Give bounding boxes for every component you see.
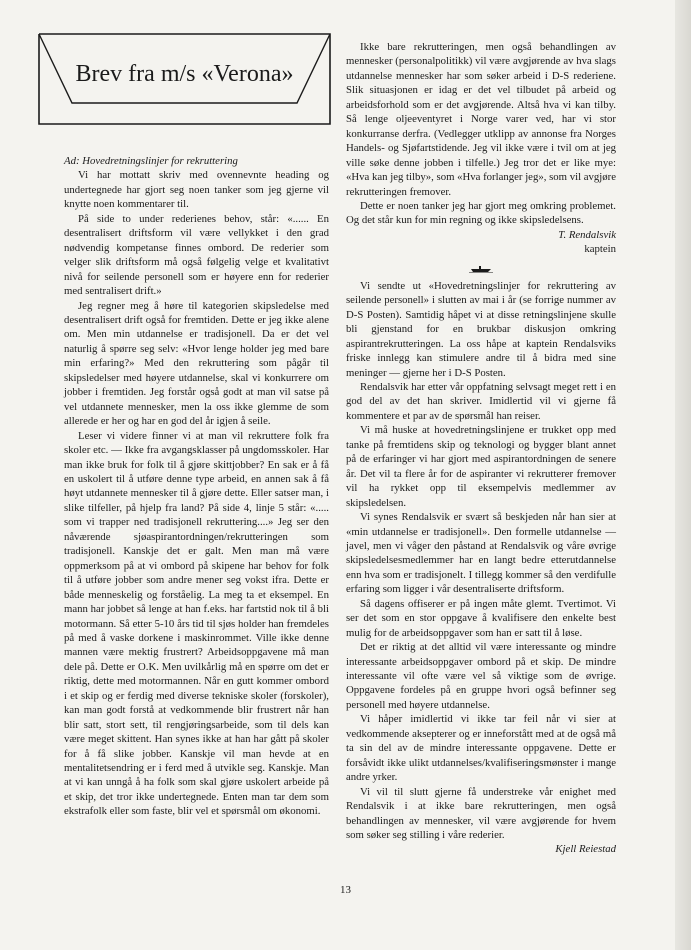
left-column bbox=[64, 154, 329, 819]
signature-editor: Kjell Reiestad bbox=[555, 843, 616, 856]
paragraph: Vi vil til slutt gjerne få understreke vår enighet med Rendalsvik i at ikke bare rekrutteringen, men også behandlingen av mennesker, vil være avgjørende for hvem som søker seg stilling i våre rederier. bbox=[346, 785, 616, 842]
paragraph: Vi må huske at hovedretningslinjene er trukket opp med tanke på fremtidens skip og teknologi og bygger blant annet på de erfaringer vi har gjort med aspirantordningen de senere år. Det vil ta flere år for de aspiranter vi rekrutterer fremover vil ha rykket opp til eksempelvis medlemmer av skipsledelsen. bbox=[346, 424, 616, 509]
paragraph: Leser vi videre finner vi at man vil rekruttere folk fra skoler etc. — Ikke fra avgangsklasser på ungdomsskoler. Har man ikke bruk for folk til å gjøre skittjobber? En sak er å få en uskolert til å utføre denne type arbeid, en annen sak å få høyt utdannete mennesker til å gjøre dette. Eller satser man, i slike tilfeller, på hjelp fra land? På side 4, linje 5 står: «..... som vi trapper ned tradisjonell rekruttering....» Jeg ser den nåværende sjøaspirantordningen/rekrutteringen som tradisjonell. Kanskje det er galt. Men man må være oppmerksom på at vi ombord på skipene har behov for folk til å utføre jobber som andre mener seg vokst ifra. Dette er både menneskelig og forståelig. La meg ta et eksempel. En mann har jobbet så lenge at han f.eks. har fartstid nok til å bli motormann. Så etter 5-10 års tid til sjøs holder han fremdeles på med å vaske dorkene i maskinrommet. Ville ikke denne mannen være mektig frustrert? Arbeidsoppgavene må man dele på. Dette er O.K. Men uvilkårlig må en spørre om det er riktig, dette med motormannen. Når en gutt kommer ombord i et skip og er ferdig med diverse tekniske skoler (forskoler), kan man godt forstå at vedkommende blir frustrert når han blir satt, stort sett, til rengjøringsarbeide, som til dels kan være meget skittent. Han synes ikke at han har gått på skoler for å få slike jobber. Kanskje vil man hevde at en mentalitetsendring er i ferd med å utvikle seg. Kanskje. Man at vi kan unngå å ha folk som skal gjøre uskolert arbeide på et skip, det tror ikke undertegnede. Enten man tar dem som ekstrafolk eller som faste, blir vel et spørsmål om økonomi. bbox=[64, 429, 329, 818]
ship-icon bbox=[469, 265, 493, 273]
title-banner bbox=[38, 33, 331, 125]
letter-heading: Ad: Hovedretningslinjer for rekruttering bbox=[64, 155, 238, 167]
paragraph: Vi sendte ut «Hovedretningslinjer for rekruttering av seilende personell» i slutten av mai i år (se forrige nummer av D-S Posten). Samtidig håpet vi at disse retningslinjene skulle bli gjenstand for en brukbar diskusjon omkring aspirantrekrutteringen. La oss håpe at kaptein Rendalsviks friske innlegg kan stimulere andre til å bidra med sine meninger — gjerne her i D-S Posten. bbox=[346, 279, 616, 379]
paragraph: Jeg regner meg å høre til kategorien skipsledelse med desentralisert drift også for fremtiden. Dette er jeg ikke alene om. Men min utdannelse er tradisjonell. Da er det vel naturlig å spørre seg selv: «Hvor lenge holder jeg med bare min erfaring?» Med den rekruttering som pågår til skipsledelser med høyere utdannelse, skal vi konkurrere om jobber i fremtiden. Jeg forstår også godt at man vil satse på vel utdannete mennesker, men la oss ikke glemme de som allerede er her og har en god del år igjen å seile. bbox=[64, 299, 329, 428]
paragraph: På side to under rederienes behov, står: «...... En desentralisert driftsform vil være vellykket i den grad nødvendig kompetanse finnes ombord. De rederier som velger slik driftsform må også følgelig velge et kvalitativt nivå for seilende personell som er høyere enn for rederier med sentralisert drift.» bbox=[64, 212, 329, 298]
signature-author: T. Rendalsvik bbox=[558, 228, 616, 241]
paragraph: Det er riktig at det alltid vil være interessante og mindre interessante arbeidsoppgaver ombord på et skip. De mindre interessante vil ofte være vel så viktige som de øvrige. Oppgavene fordeles på en gruppe hvori også befinner seg personell med høyere utdannelse. bbox=[346, 641, 616, 711]
paragraph: Dette er noen tanker jeg har gjort meg omkring problemet. Og det står kun for min regning og ikke skipsledelsens. bbox=[346, 199, 616, 227]
paragraph: Vi har mottatt skriv med ovennevnte heading og undertegnede har gjort seg noen tanker som jeg gjerne vil knytte noen kommentarer til. bbox=[64, 169, 329, 211]
paragraph: Så dagens offiserer er på ingen måte glemt. Tvertimot. Vi ser det som en stor oppgave å kvalifisere den enkelte best mulig for de arbeidsoppgaver som han er satt til å løse. bbox=[346, 597, 616, 639]
paragraph: Ikke bare rekrutteringen, men også behandlingen av mennesker (personalpolitikk) vil være avgjørende av hva slags utdannelse mennesker har som søker arbeid i D-S rederiene. Slik situasjonen er idag er det vel tilbudet på arbeid og arbeidsforhold som er det avgjørende. Altså hva vi kan tilby. Så lenge oljeeventyret i Norge varer ved, har vi stor konkurranse derfra. (Vedlegger utklipp av annonse fra Norges Handels- og Sjøfartstidende. Jeg vil ikke være i tvil om at jeg ville søke denne jobben i tilfelle.) Jeg tror det er like mye: «Hva kan jeg tilby», som «Hva forlanger jeg», som vil avgjøre rekrutteringen fremover. bbox=[346, 41, 616, 198]
signature-author-title: kaptein bbox=[584, 243, 616, 256]
right-column bbox=[346, 40, 616, 857]
page-number: 13 bbox=[340, 884, 351, 896]
paragraph: Rendalsvik har etter vår oppfatning selvsagt meget rett i en god del av det han skriver. Imidlertid vil vi gjerne få kommentere et par av de spørsmål han reiser. bbox=[346, 380, 616, 422]
paragraph: Vi synes Rendalsvik er svært så beskjeden når han sier at «min utdannelse er tradisjonell». Den formelle utdannelse — javel, men vi våger den påstand at Rendalsvik og våre øvrige skipsledelsesmedlemmer har en langt bedre etterutdannelse enn hva som er tradisjonelt. I tillegg kommer så den verdifulle erfaring som ligger i vår desentraliserte driftsform. bbox=[346, 511, 616, 596]
paragraph: Vi håper imidlertid vi ikke tar feil når vi sier at vedkommende aksepterer og er inneforstått med at de også må ta sin del av de mindre interessante oppgavene. Dette er forsåvidt ikke ulikt utdannelses/kvalifiseringsmønster i mange andre yrker. bbox=[346, 713, 616, 784]
page-edge bbox=[675, 0, 691, 950]
page-title: Brev fra m/s «Verona» bbox=[75, 61, 294, 87]
